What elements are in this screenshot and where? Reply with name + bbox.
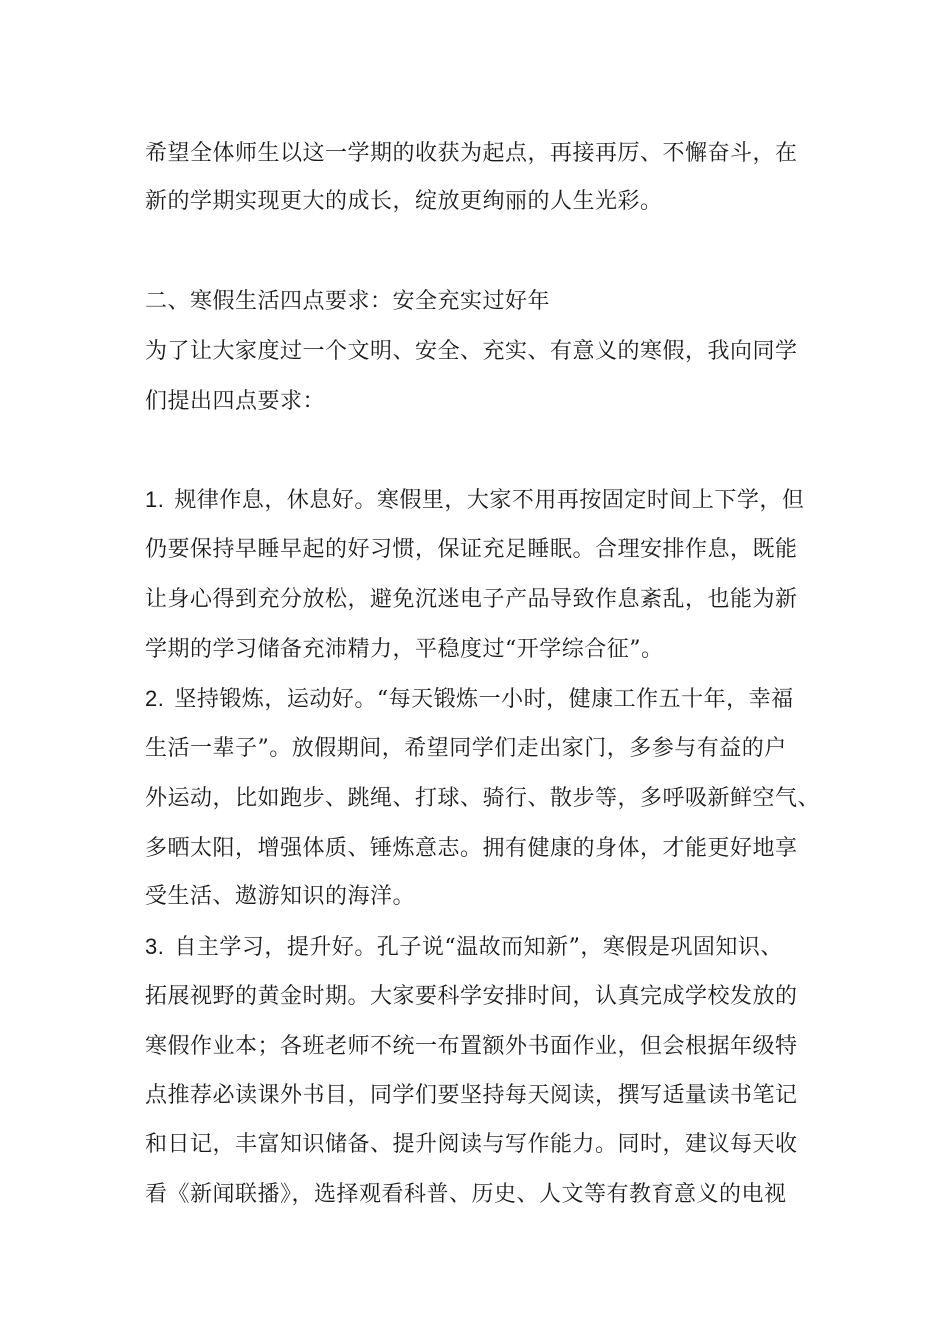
paragraph-line: 点推荐必读课外书目，同学们要坚持每天阅读，撰写适量读书笔记: [145, 1083, 798, 1108]
paragraph-line: 学期的学习储备充沛精力，平稳度过“开学综合征”。: [145, 637, 664, 662]
paragraph-line: 仍要保持早睡早起的好习惯，保证充足睡眠。合理安排作息，既能: [145, 537, 798, 562]
paragraph-line: 受生活、遨游知识的海洋。: [145, 884, 416, 909]
paragraph-line: 外运动，比如跑步、跳绳、打球、骑行、散步等，多呼吸新鲜空气、: [145, 786, 821, 811]
paragraph-line: 为了让大家度过一个文明、安全、充实、有意义的寒假，我向同学: [145, 339, 798, 364]
paragraph-line: 新的学期实现更大的成长，绽放更绚丽的人生光彩。: [145, 189, 663, 214]
item-text: 自主学习，提升好。孔子说“温故而知新”，寒假是巩固知识、: [174, 935, 783, 960]
paragraph-line: 多晒太阳，增强体质、锤炼意志。拥有健康的身体，才能更好地享: [145, 836, 798, 861]
paragraph-line: 们提出四点要求：: [145, 389, 326, 414]
item-number: 1.: [145, 487, 165, 512]
paragraph-line: 生活一辈子”。放假期间，希望同学们走出家门，多参与有益的户: [145, 736, 787, 761]
list-item-2-first-line: [145, 684, 835, 715]
paragraph-line: 寒假作业本；各班老师不统一布置额外书面作业，但会根据年级特: [145, 1034, 798, 1059]
paragraph-line: 和日记，丰富知识储备、提升阅读与写作能力。同时，建议每天收: [145, 1132, 798, 1157]
paragraph-line: 拓展视野的黄金时期。大家要科学安排时间，认真完成学校发放的: [145, 984, 798, 1009]
paragraph-line: 让身心得到充分放松，避免沉迷电子产品导致作息紊乱，也能为新: [145, 587, 798, 612]
item-text: 规律作息，休息好。寒假里，大家不用再按固定时间上下学，但: [174, 488, 805, 513]
list-item-1-first-line: [145, 485, 835, 516]
paragraph-line: 希望全体师生以这一学期的收获为起点，再接再厉、不懈奋斗，在: [145, 141, 798, 166]
paragraph-line: 看《新闻联播》，选择观看科普、历史、人文等有教育意义的电视: [145, 1182, 787, 1207]
item-number: 3.: [145, 934, 165, 959]
item-number: 2.: [145, 686, 165, 711]
list-item-3-first-line: [145, 932, 835, 963]
section-heading: 二、寒假生活四点要求：安全充实过好年: [145, 289, 551, 314]
item-text: 坚持锻炼，运动好。“每天锻炼一小时，健康工作五十年，幸福: [174, 687, 794, 712]
